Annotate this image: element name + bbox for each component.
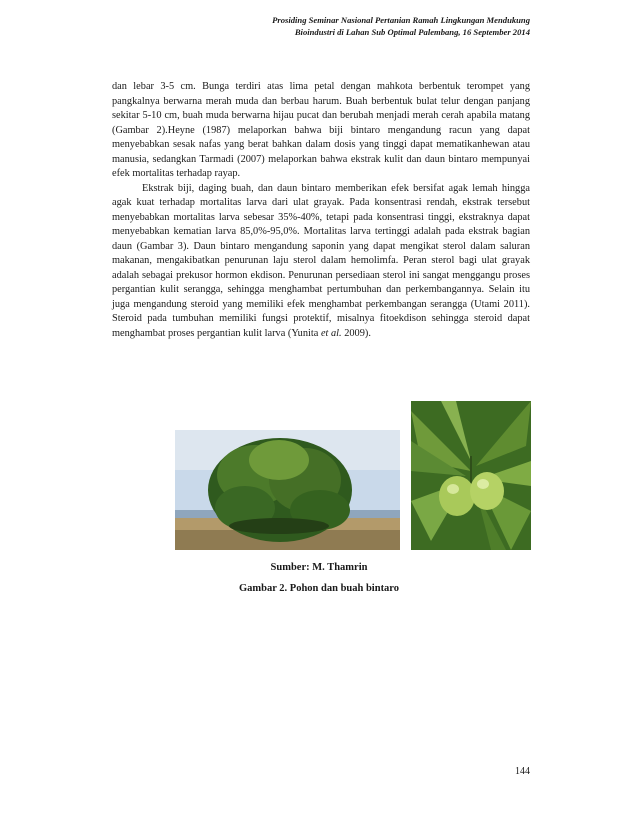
running-header [170, 14, 530, 38]
header-line-2: Bioindustri di Lahan Sub Optimal Palembang, 16 September 2014 [294, 27, 530, 37]
paragraph-2-end: 2009). [341, 327, 371, 339]
paragraph-2 [112, 182, 530, 342]
fruit-photo [411, 401, 531, 550]
et-al-italic: et al. [320, 327, 342, 339]
figure-caption: Gambar 2. Pohon dan buah bintaro [238, 583, 400, 594]
header-line-1: Prosiding Seminar Nasional Pertanian Ramah Lingkungan Mendukung [272, 15, 530, 25]
paragraph-1: dan lebar 3-5 cm. Bunga terdiri atas lima petal dengan mahkota berbentuk terompet yang pangkalnya berwarna merah muda dan berbau harum. Buah berbentuk bulat telur dengan panjang sekitar 5-10 cm, buah muda berwarna hijau pucat dan berubah menjadi merah cerah apabila matang (Gambar 2).Heyne (1987) melaporkan bahwa biji bintaro mengandung racun yang dapat menyebabkan sesak nafas yang berat bahkan dalam dosis yang tinggi dapat mematikanhewan atau manusia, sedangkan Tarmadi (2007) melaporkan bahwa ekstrak kulit dan daun bintaro mempunyai efek mortalitas terhadap rayap. [112, 81, 530, 179]
figure-source: Sumber: M. Thamrin [270, 562, 368, 573]
body-text [112, 80, 530, 341]
page-number: 144 [515, 766, 530, 777]
paragraph-2-text: Ekstrak biji, daging buah, dan daun bintaro memberikan efek bersifat agak lemah hingga agak kuat terhadap mortalitas larva dari ulat grayak. Pada konsentrasi rendah, ekstrak tersebut menyebabkan mortalitas larva sebesar 35%-40%, tetapi pada konsentrasi tinggi, ekstraknya dapat menyebabkan kematian larva 85,0%-95,0%. Mortalitas larva tertinggi adalah pada ekstrak bagian daun (Gambar 3). Daun bintaro mengandung saponin yang dapat mengikat sterol dalam saluran makanan, mengakibatkan penurunan laju sterol dalam hemolimfa. Peran sterol bagi ulat grayak adalah sebagai prekusor hormon ekdison. Penurunan persediaan sterol ini sangat menggangu proses pergantian kulit serangga, sehingga menghambat pertumbuhan dan perkembangannya. Selain itu juga mengandung steroid yang memiliki efek menghambat perkembangan serangga (Utami 2011). Steroid pada tumbuhan memiliki fungsi protektif, misalnya fitoekdison sehingga steroid dapat menghambat proses pergantian kulit larva (Yunita [112, 182, 530, 339]
tree-photo [175, 430, 400, 550]
